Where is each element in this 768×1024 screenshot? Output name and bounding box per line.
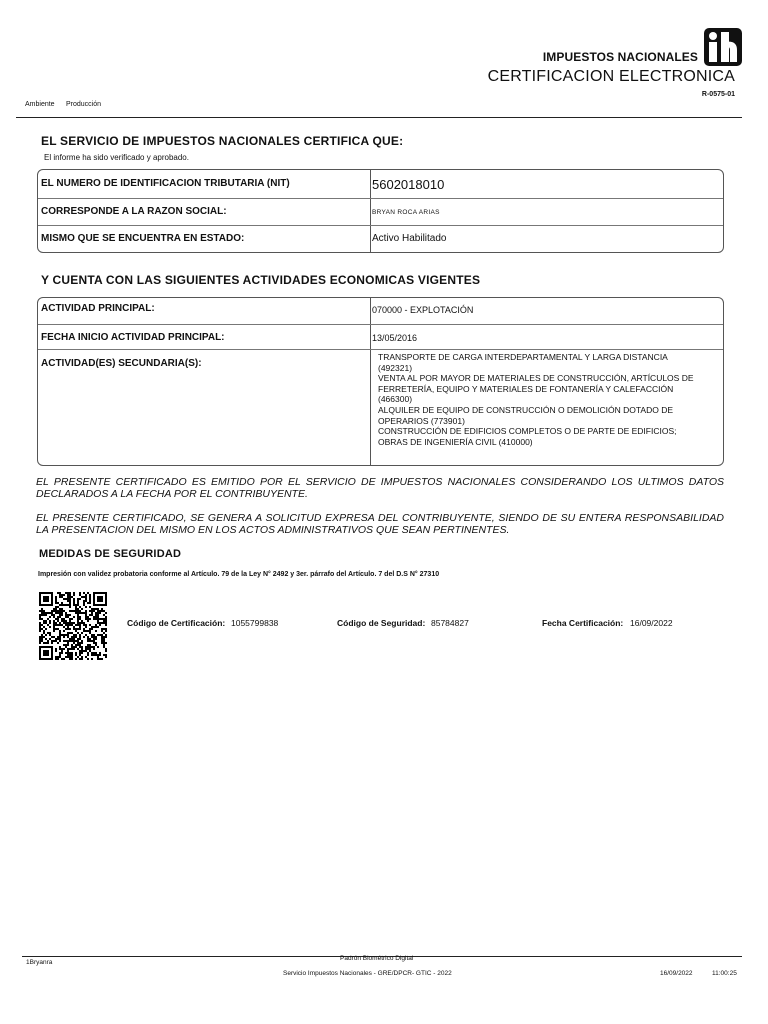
list-item: CONSTRUCCIÓN DE EDIFICIOS COMPLETOS O DE PARTE DE EDIFICIOS; — [378, 426, 677, 437]
list-item: TRANSPORTE DE CARGA INTERDEPARTAMENTAL Y LARGA DISTANCIA — [378, 352, 668, 362]
impuestos-logo-icon — [704, 28, 742, 66]
legal-note: Impresión con validez probatoria conforme al Artículo. 79 de la Ley N° 2492 y 3er. párrafo del Artículo. 7 del D.S N° 27310 — [38, 571, 440, 578]
security-code-value: 85784827 — [431, 618, 469, 628]
list-item: OBRAS DE INGENIERÍA CIVIL (410000) — [378, 436, 533, 447]
list-item: VENTA AL POR MAYOR DE MATERIALES DE CONSTRUCCIÓN, ARTÍCULOS DE — [378, 373, 694, 384]
environment-value: Producción — [66, 101, 102, 108]
environment-label: Ambiente — [25, 101, 55, 108]
activities-table — [37, 297, 724, 466]
secondary-activities-label: ACTIVIDAD(ES) SECUNDARIA(S): — [41, 358, 202, 369]
start-date-value: 13/05/2016 — [372, 333, 418, 343]
list-item: (466300) — [378, 394, 413, 405]
security-heading: MEDIDAS DE SEGURIDAD — [39, 548, 182, 560]
business-name-label: CORRESPONDE A LA RAZON SOCIAL: — [41, 206, 227, 217]
security-code-label: Código de Seguridad: — [337, 618, 426, 628]
footer-time: 11:00:25 — [712, 970, 737, 977]
activities-heading: Y CUENTA CON LAS SIGUIENTES ACTIVIDADES ECONOMICAS VIGENTES — [41, 273, 481, 287]
certification-date-label: Fecha Certificación: — [542, 618, 624, 628]
taxpayer-table — [37, 169, 724, 253]
table-row-business-name — [38, 198, 723, 225]
verification-note: El informe ha sido verificado y aprobado. — [44, 153, 189, 162]
list-item: ALQUILER DE EQUIPO DE CONSTRUCCIÓN O DEMOLICIÓN DOTADO DE — [378, 404, 674, 415]
footer-system: Padrón Biométrico Digital — [340, 955, 414, 962]
list-item: (492321) — [378, 362, 413, 373]
nit-label: EL NUMERO DE IDENTIFICACION TRIBUTARIA (NIT) — [41, 178, 290, 189]
certification-date-value: 16/09/2022 — [630, 618, 673, 628]
brand-name: IMPUESTOS NACIONALES — [542, 50, 698, 64]
footer-date: 16/09/2022 — [660, 970, 693, 977]
qr-code-icon — [39, 592, 107, 660]
certificate-title: CERTIFICACION ELECTRONICA — [487, 68, 735, 85]
list-item: OPERARIOS (773901) — [378, 415, 465, 426]
disclaimer-paragraph-2: EL PRESENTE CERTIFICADO, SE GENERA A SOLICITUD EXPRESA DEL CONTRIBUYENTE, SIENDO DE SU ENTERA RESPONSABILIDAD LA PRESENTACION DEL MISMO EN LOS ACTOS ADMINISTRATIVOS QUE SEAN PERTINENTES. — [36, 512, 724, 536]
secondary-activities-list — [378, 352, 718, 447]
table-row-nit — [38, 170, 723, 198]
list-item: FERRETERÍA, EQUIPO Y MATERIALES DE FONTANERÍA Y CALEFACCIÓN — [378, 383, 674, 394]
certification-code-label: Código de Certificación: — [127, 618, 226, 628]
business-name-value: BRYAN ROCA ARIAS — [372, 209, 440, 216]
status-value: Activo Habilitado — [372, 233, 447, 244]
certification-heading: EL SERVICIO DE IMPUESTOS NACIONALES CERTIFICA QUE: — [41, 134, 404, 148]
table-row-secondary-activities — [38, 349, 723, 465]
form-code: R-0575-01 — [701, 91, 735, 98]
header-divider — [16, 117, 742, 118]
start-date-label: FECHA INICIO ACTIVIDAD PRINCIPAL: — [41, 332, 225, 343]
table-row-status — [38, 225, 723, 252]
certification-code-value: 1055799838 — [231, 618, 279, 628]
footer-user: 1Bryanra — [26, 959, 53, 966]
disclaimer-paragraph-1: EL PRESENTE CERTIFICADO ES EMITIDO POR EL SERVICIO DE IMPUESTOS NACIONALES CONSIDERANDO LOS ULTIMOS DATOS DECLARADOS A LA FECHA POR EL CONTRIBUYENTE. — [36, 476, 724, 500]
table-row-main-activity — [38, 298, 723, 324]
nit-value: 5602018010 — [372, 177, 445, 192]
main-activity-label: ACTIVIDAD PRINCIPAL: — [41, 303, 155, 314]
table-row-start-date — [38, 324, 723, 349]
status-label: MISMO QUE SE ENCUENTRA EN ESTADO: — [41, 233, 245, 244]
footer-department: Servicio Impuestos Nacionales - GRE/DPCR- GTIC - 2022 — [283, 970, 452, 977]
main-activity-value: 070000 - EXPLOTACIÓN — [372, 305, 474, 315]
